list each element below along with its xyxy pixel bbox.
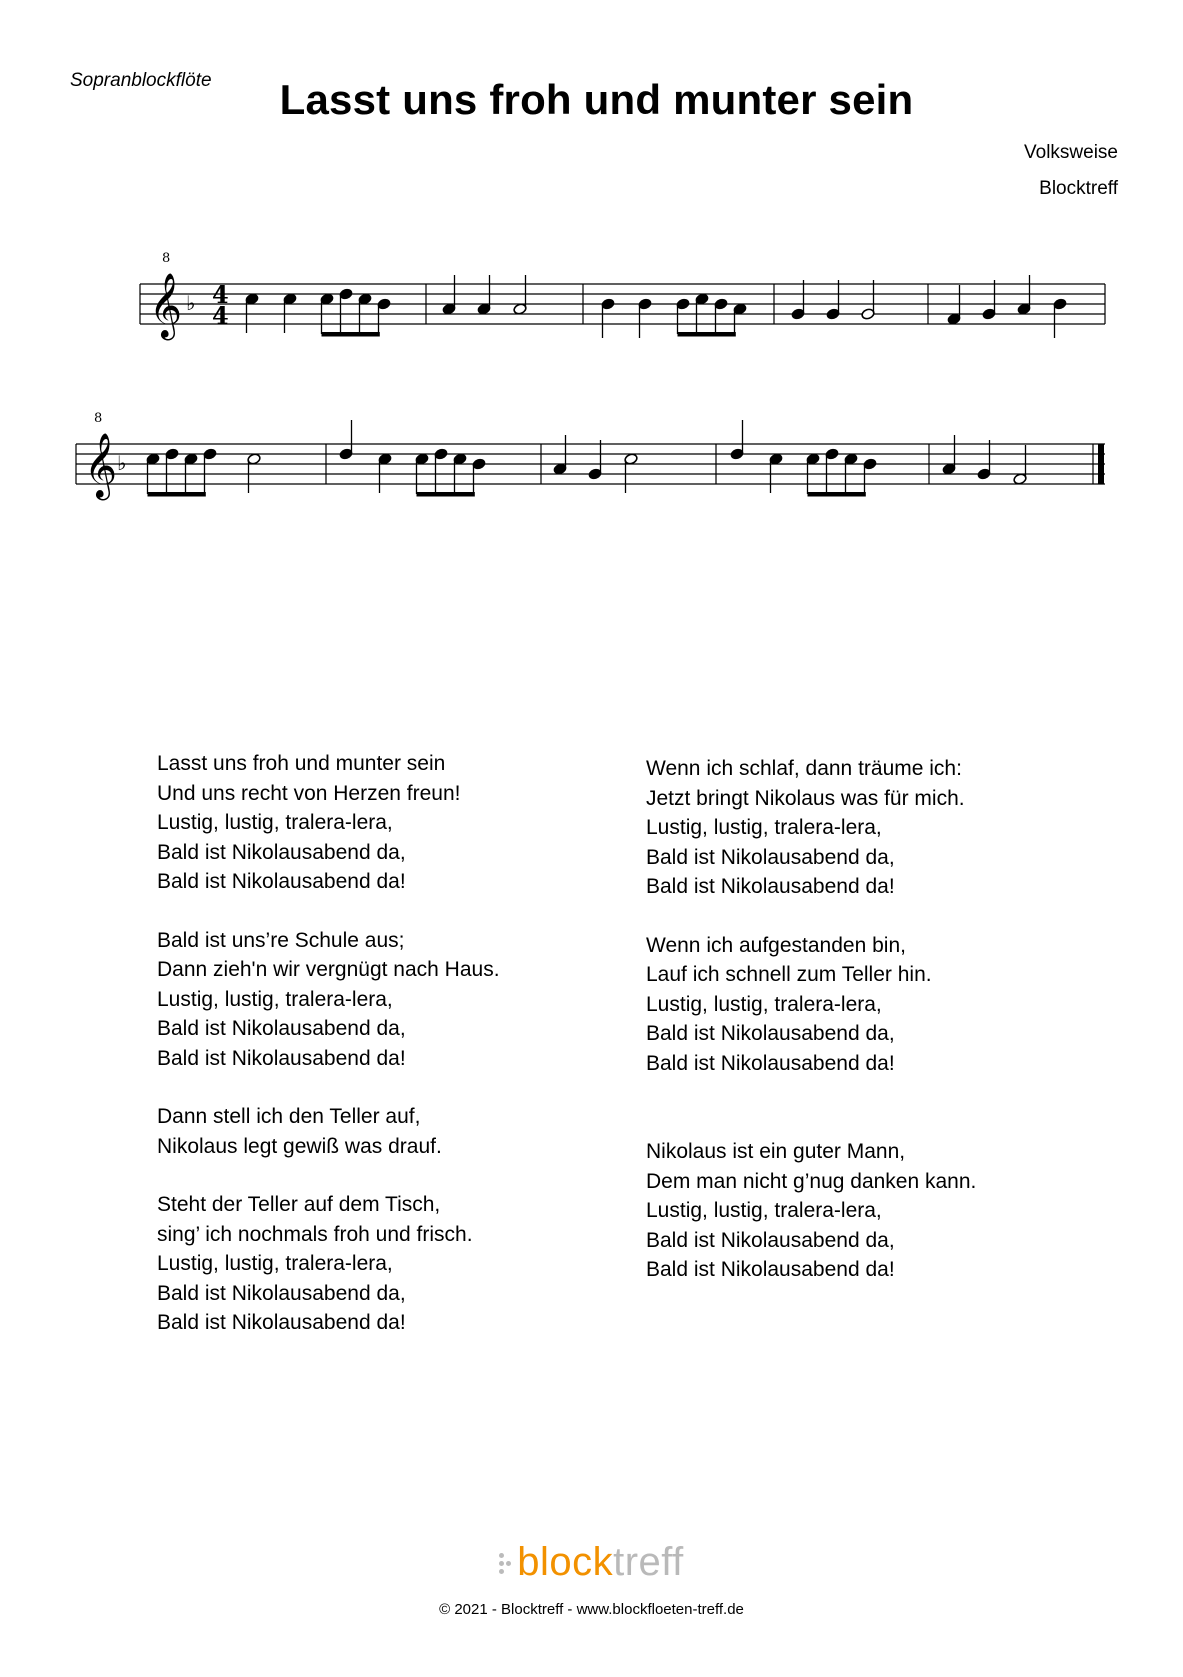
note-beam (678, 332, 736, 337)
lyrics-line: Jetzt bringt Nikolaus was für mich. (646, 786, 965, 810)
lyrics-right-column (646, 754, 976, 1285)
time-signature (212, 280, 229, 330)
lyrics-line: Lustig, lustig, tralera-lera, (646, 992, 882, 1016)
svg-text:8: 8 (162, 251, 171, 266)
treble-clef-icon (84, 411, 117, 500)
song-title: Lasst uns froh und munter sein (279, 76, 914, 123)
svg-text:4: 4 (212, 280, 229, 309)
lyrics-line: Dann zieh'n wir vergnügt nach Haus. (157, 958, 500, 981)
logo-dots-icon (499, 1549, 513, 1579)
copyright-text: © 2021 - Blocktreff - www.blockfloeten-treff.de (439, 1601, 744, 1618)
lyrics-line: Und uns recht von Herzen freun! (157, 781, 461, 805)
instrument-label: Sopranblockflöte (70, 70, 212, 91)
svg-text:8: 8 (94, 411, 103, 426)
arranger-label: Blocktreff (1039, 178, 1118, 199)
lyrics-line: sing’ ich nochmals froh und frisch. (157, 1222, 473, 1246)
lyrics-stanza (157, 749, 500, 897)
final-barline (1098, 444, 1104, 484)
lyrics-line: Bald ist Nikolausabend da, (646, 845, 895, 869)
music-staff-1 (0, 244, 1183, 364)
composer-label: Volksweise (1024, 142, 1118, 163)
lyrics-line: Bald ist Nikolausabend da, (157, 840, 406, 864)
flat-icon: ♭ (117, 451, 127, 475)
lyrics-line: Lasst uns froh und munter sein (157, 752, 446, 775)
lyrics-line: Lustig, lustig, tralera-lera, (157, 811, 393, 834)
lyrics-line: Bald ist Nikolausabend da! (646, 1258, 895, 1281)
lyrics-stanza (157, 1190, 500, 1338)
lyrics-line: Bald ist uns’re Schule aus; (157, 928, 405, 952)
lyrics-line: Bald ist Nikolausabend da! (157, 870, 406, 893)
lyrics-line: Lauf ich schnell zum Teller hin. (646, 963, 932, 986)
lyrics-line: Bald ist Nikolausabend da, (646, 1228, 895, 1252)
lyrics-stanza (157, 1102, 500, 1161)
lyrics-line: Bald ist Nikolausabend da, (157, 1017, 406, 1040)
lyrics-line: Bald ist Nikolausabend da! (157, 1311, 406, 1334)
svg-text:4: 4 (212, 301, 229, 330)
lyrics-line: Dem man nicht g’nug danken kann. (646, 1169, 977, 1193)
lyrics-line: Lustig, lustig, tralera-lera, (157, 1252, 393, 1275)
lyrics-line: Wenn ich aufgestanden bin, (646, 933, 906, 957)
note-beam (417, 492, 475, 497)
svg-text:𝄞: 𝄞 (149, 273, 183, 338)
lyrics-line: Wenn ich schlaf, dann träume ich: (646, 757, 962, 780)
note-beam (148, 492, 206, 497)
lyrics-line: Lustig, lustig, tralera-lera, (646, 816, 882, 839)
lyrics-stanza (646, 1137, 976, 1285)
lyrics-line: Bald ist Nikolausabend da! (157, 1046, 406, 1070)
lyrics-line: Bald ist Nikolausabend da, (646, 1022, 895, 1045)
note-beam (322, 332, 380, 337)
lyrics-line: Bald ist Nikolausabend da! (646, 875, 895, 898)
lyrics-line: Steht der Teller auf dem Tisch, (157, 1193, 441, 1216)
treble-clef-icon (149, 251, 182, 340)
lyrics-stanza (157, 926, 500, 1074)
lyrics-line: Bald ist Nikolausabend da! (646, 1051, 895, 1075)
flat-icon: ♭ (186, 291, 196, 315)
svg-text:𝄞: 𝄞 (84, 433, 118, 498)
lyrics-line: Lustig, lustig, tralera-lera, (646, 1199, 882, 1222)
lyrics-line: Bald ist Nikolausabend da, (157, 1281, 406, 1305)
lyrics-left-column (157, 749, 500, 1338)
lyrics-line: Lustig, lustig, tralera-lera, (157, 987, 393, 1011)
blocktreff-logo: blocktreff (0, 1540, 1183, 1585)
lyrics-line: Nikolaus ist ein guter Mann, (646, 1140, 906, 1163)
notes-staff-2 (146, 420, 1027, 497)
lyrics-stanza (646, 931, 976, 1079)
note-beam (808, 492, 866, 497)
music-staff-2 (0, 404, 1183, 524)
lyrics-line: Nikolaus legt gewiß was drauf. (157, 1134, 442, 1158)
lyrics-line: Dann stell ich den Teller auf, (157, 1105, 421, 1128)
lyrics-stanza (646, 754, 976, 902)
